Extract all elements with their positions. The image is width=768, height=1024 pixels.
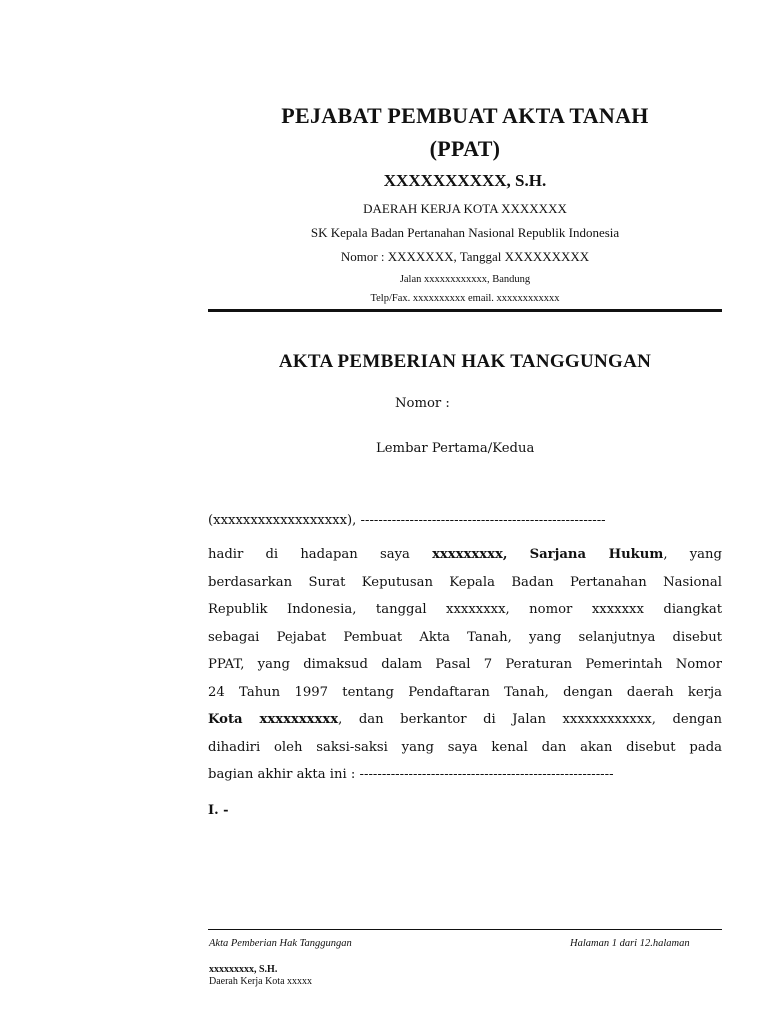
para2-line: Republik Indonesia, tanggal xxxxxxxx, nomor xxxxxxx diangkat bbox=[208, 602, 722, 617]
office-title-abbr: (PPAT) bbox=[429, 136, 501, 161]
para2-line: bagian akhir akta ini : --------------------------------------------------------- bbox=[208, 767, 614, 782]
para2-line: PPAT, yang dimaksud dalam Pasal 7 Peraturan Pemerintah Nomor bbox=[208, 657, 722, 672]
header-divider bbox=[208, 309, 722, 312]
para2-text: , yang bbox=[663, 547, 722, 562]
deed-title: AKTA PEMBERIAN HAK TANGGUNGAN bbox=[278, 351, 652, 372]
contact: Telp/Fax. xxxxxxxxxx email. xxxxxxxxxxxx bbox=[370, 293, 560, 304]
sk-number: Nomor : XXXXXXX, Tanggal XXXXXXXXX bbox=[340, 249, 590, 264]
deed-number-label: Nomor : bbox=[395, 396, 450, 411]
footer-deed-title: Akta Pemberian Hak Tanggungan bbox=[209, 938, 352, 949]
para2-line: sebagai Pejabat Pembuat Akta Tanah, yang selanjutnya disebut bbox=[208, 630, 722, 645]
footer-work-area: Daerah Kerja Kota xxxxx bbox=[209, 976, 313, 987]
page-indicator: Halaman 1 dari 12.halaman bbox=[570, 938, 690, 949]
para1-line2: (xxxxxxxxxxxxxxxxxx), ------------------------------------------------------- bbox=[208, 513, 606, 528]
comma: , bbox=[502, 547, 508, 562]
sk-line: SK Kepala Badan Pertanahan Nasional Republik Indonesia bbox=[310, 225, 620, 240]
para2-line: berdasarkan Surat Keputusan Kepala Badan Pertanahan Nasional bbox=[208, 575, 722, 590]
para2-line bbox=[208, 712, 722, 732]
office-title: PEJABAT PEMBUAT AKTA TANAH bbox=[281, 103, 649, 128]
footer-notary-name: xxxxxxxxx, S.H. bbox=[209, 964, 278, 975]
para2-text: hadir di hadapan saya bbox=[208, 547, 410, 562]
notary-name-inline: xxxxxxxxx bbox=[432, 547, 503, 562]
para2-line bbox=[208, 547, 722, 567]
para2-text: , dan berkantor di Jalan xxxxxxxxxxxx, dengan bbox=[338, 712, 722, 727]
para2-line: dihadiri oleh saksi-saksi yang saya kenal dan akan disebut pada bbox=[208, 740, 722, 755]
copy-label: Lembar Pertama/Kedua bbox=[376, 441, 535, 456]
section-heading: I. - bbox=[208, 803, 229, 818]
academic-title: Sarjana Hukum bbox=[529, 547, 664, 562]
para2-line: 24 Tahun 1997 tentang Pendaftaran Tanah, dengan daerah kerja bbox=[208, 685, 722, 700]
footer-divider bbox=[208, 929, 722, 930]
notary-name: XXXXXXXXXX, S.H. bbox=[383, 171, 547, 190]
address: Jalan xxxxxxxxxxxx, Bandung bbox=[399, 274, 531, 285]
work-area: DAERAH KERJA KOTA XXXXXXX bbox=[363, 201, 567, 216]
work-city: Kota xxxxxxxxxx bbox=[208, 712, 339, 727]
